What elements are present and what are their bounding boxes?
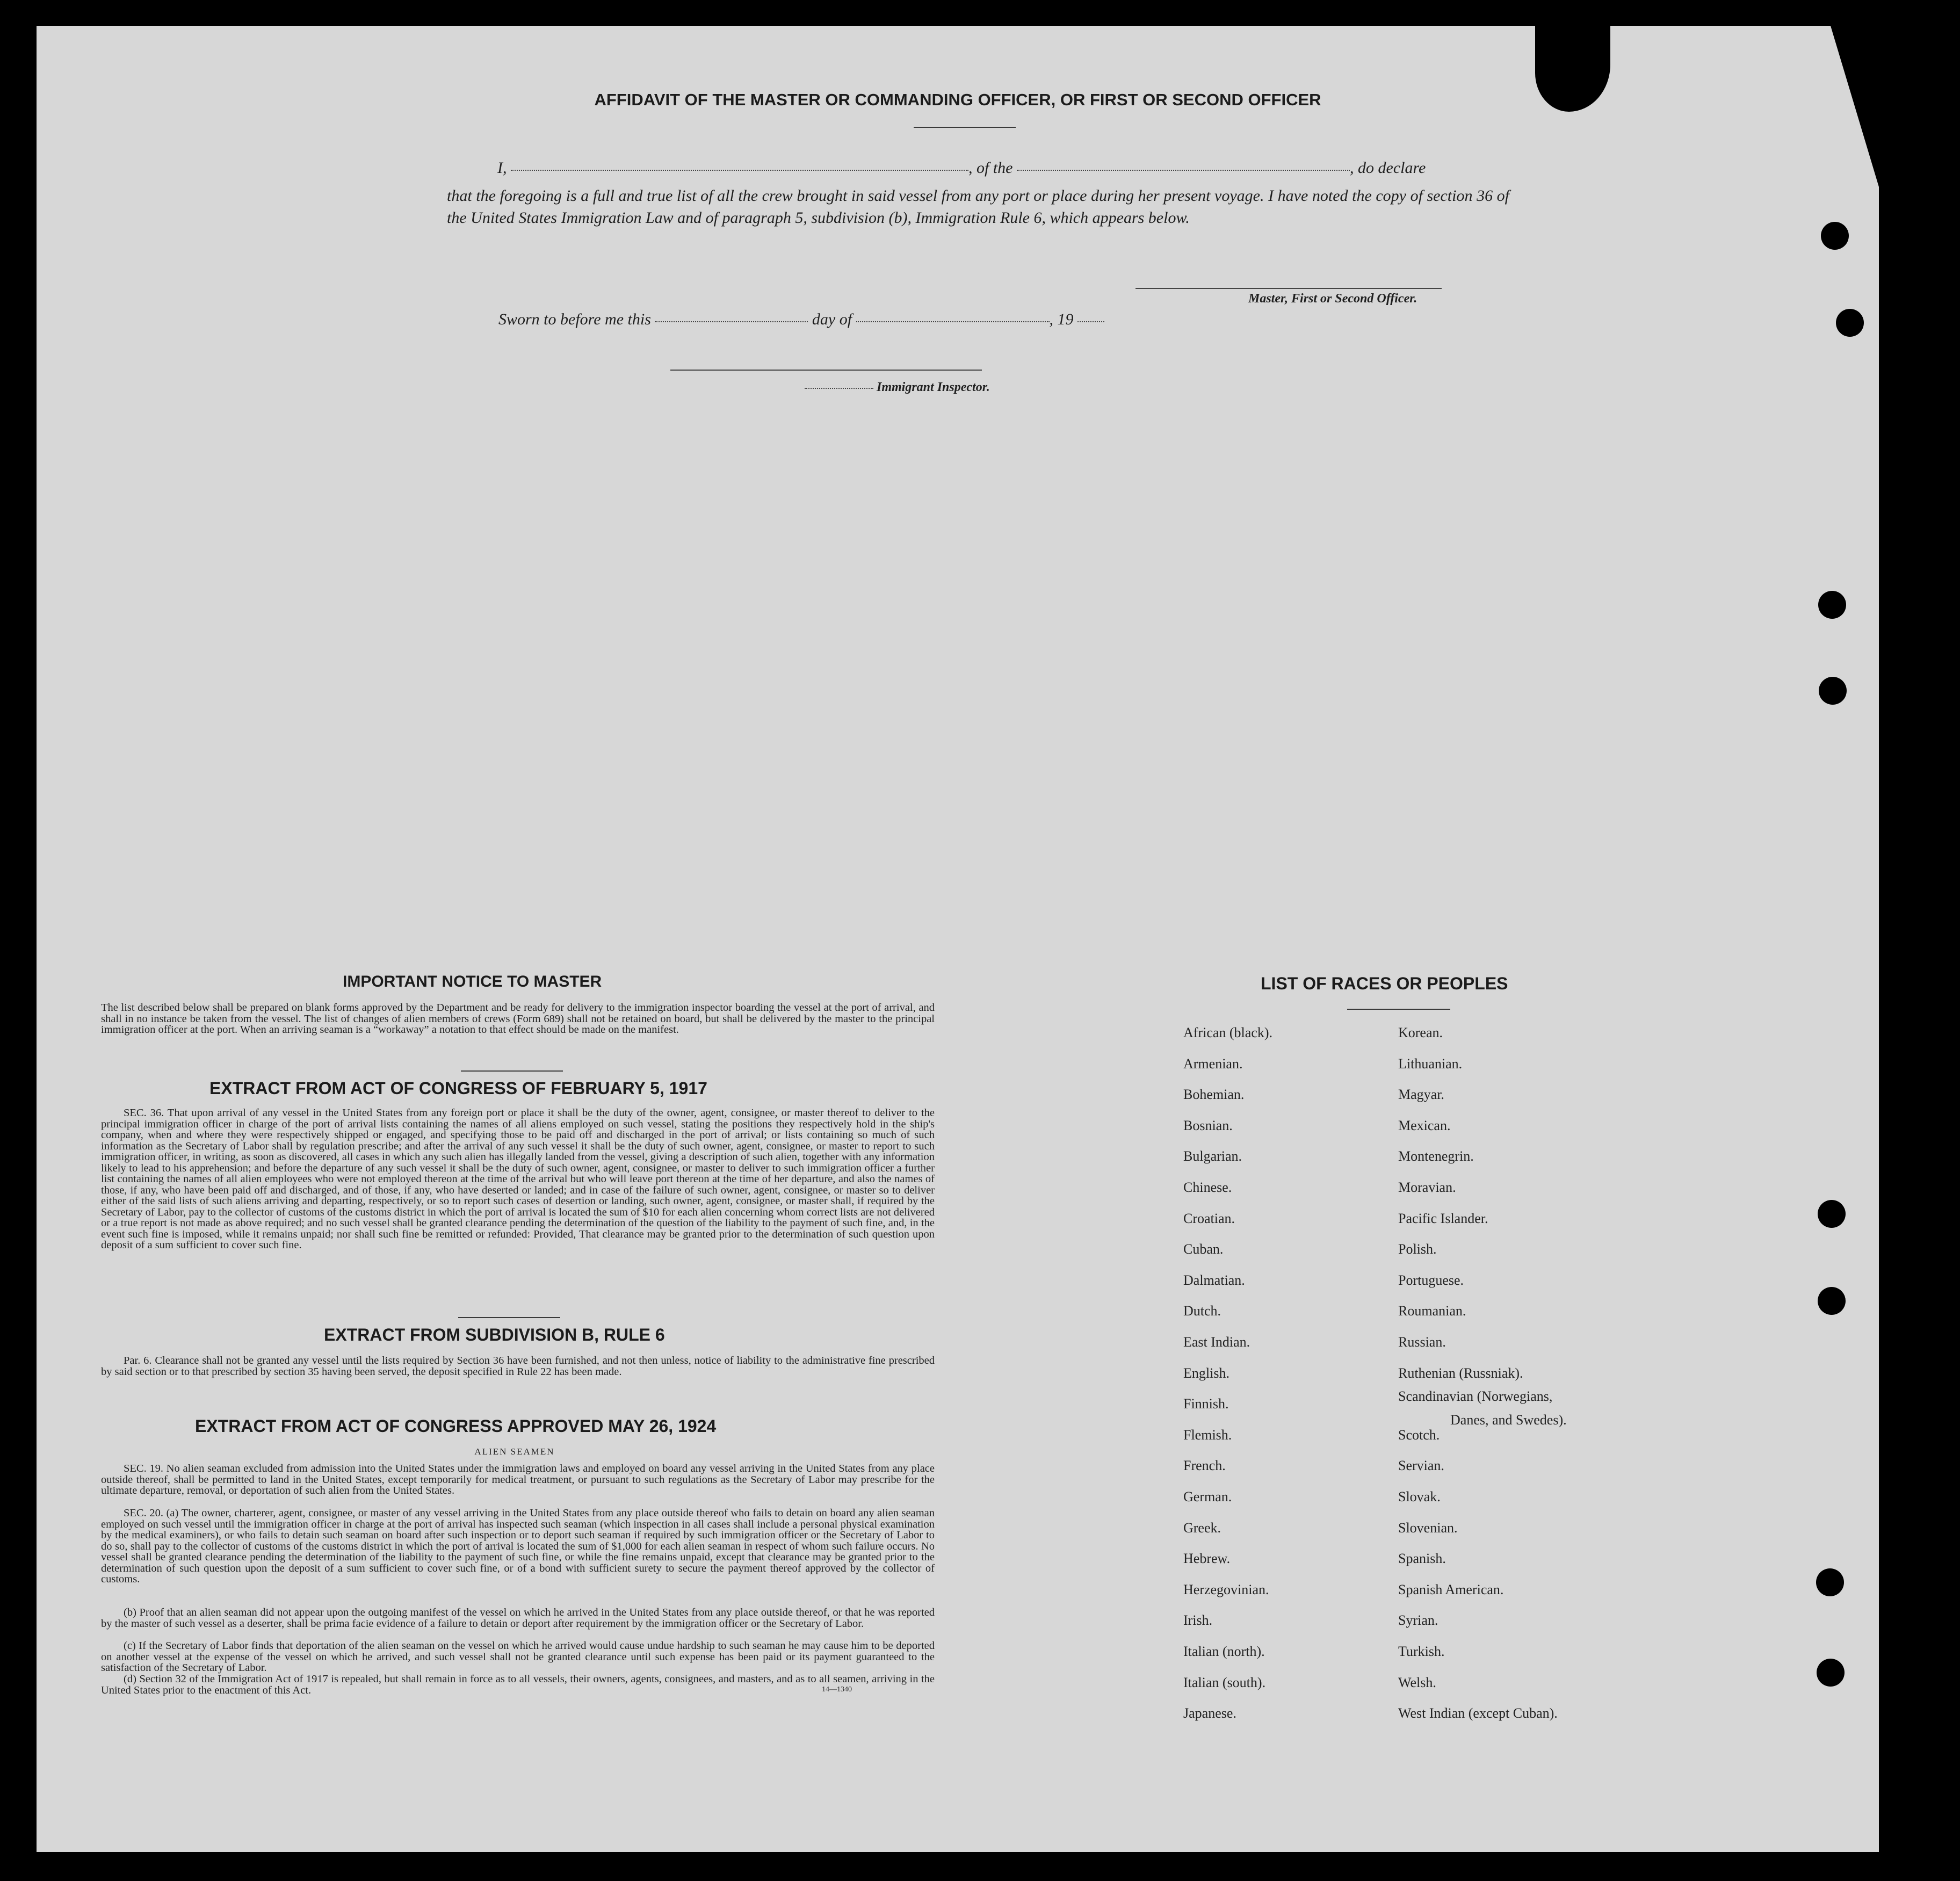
sworn-date-blank[interactable] [655,321,808,322]
extract-rule6-title: EXTRACT FROM SUBDIVISION B, RULE 6 [324,1325,665,1344]
notice-title: IMPORTANT NOTICE TO MASTER [343,973,602,990]
affidavit-i: I, [497,159,507,177]
race-item: Dutch. [1183,1303,1221,1319]
affidavit-of-the: , of the [968,159,1013,177]
extract-1924-title: EXTRACT FROM ACT OF CONGRESS APPROVED MAY 26, 1924 [195,1416,717,1436]
race-item: Spanish American. [1398,1581,1504,1597]
race-item: Italian (south). [1183,1674,1266,1690]
affidavit-title: AFFIDAVIT OF THE MASTER OR COMMANDING OFFICER, OR FIRST OR SECOND OFFICER [594,90,1321,109]
race-item: Croatian. [1183,1210,1235,1226]
race-item: Turkish. [1398,1644,1445,1659]
affidavit-declaration-line [497,159,1426,177]
race-item: West Indian (except Cuban). [1398,1705,1558,1721]
punch-hole [1817,1659,1845,1687]
race-item: Lithuanian. [1398,1055,1463,1072]
extract-1924-sec19: SEC. 19. No alien seaman excluded from admission into the United States under the immigration laws and employed on board any vessel arriving in the United States from any place outside thereof, shall be permitted to land in the United States, except temporarily for medical treatment, or pursuant to such regulations as the Secretary of Labor may prescribe for the ultimate departure, removal, or deportation of such alien from the United States. [101,1463,935,1496]
race-item: Irish. [1183,1612,1213,1629]
race-item: Moravian. [1398,1180,1456,1195]
master-signature-line[interactable] [1136,288,1442,289]
race-item: Mexican. [1398,1117,1451,1133]
extract-1924-sec20d: (d) Section 32 of the Immigration Act of 1917 is repealed, but shall remain in force as to all vessels, their owners, agents, consignees, and masters, and as to all seamen, arriving in the United States prior to the enactment of this Act. [101,1673,935,1696]
sworn-year-blank[interactable] [1077,321,1104,322]
extract-1924-sec20c: (c) If the Secretary of Labor finds that deportation of the alien seaman on the vessel on which he arrived would cause undue hardship to such seaman he may cause him to be deported on another vessel at the expense of the vessel on which he arrived, and such vessel shall not be granted clearance until such expense has been paid or its payment guaranteed to the satisfaction of the Secretary of Labor. [101,1640,935,1674]
race-item: Magyar. [1398,1087,1444,1103]
divider [914,127,1016,128]
race-item: Spanish. [1398,1551,1446,1567]
race-item: Dalmatian. [1183,1272,1245,1288]
race-item: Pacific Islander. [1398,1210,1488,1226]
race-item: Armenian. [1183,1055,1243,1072]
race-item: Bosnian. [1183,1117,1233,1133]
races-title: LIST OF RACES OR PEOPLES [1261,974,1508,993]
race-item: Danes, and Swedes). [1450,1412,1567,1428]
race-item: Finnish. [1183,1396,1229,1412]
extract-1917-text: SEC. 36. That upon arrival of any vessel in the United States from any foreign port or place it shall be the duty of the owner, agent, consignee, or master thereof to deliver to the principal immigration officer in charge of the port of arrival lists containing the names of all aliens employed on such vessel, stating the positions they respectively hold in the ship's company, when and where they were respectively shipped or engaged, and specifying those to be paid off and discharged in the port of arrival; or lists containing so much of such information as the Secretary of Labor shall by regulation prescribe; and after the arrival of any such vessel it shall be the duty of such owner, agent, consignee, or master to report to such immigration officer, in writing, as soon as discovered, all cases in which any such alien has illegally landed from the vessel, giving a description of such alien, together with any information likely to lead to his apprehension; and before the departure of any such vessel it shall be the duty of such owner, agent, consignee, or master to deliver to such immigration officer a further list containing the names of all alien employees who were not employed thereon at the time of the arrival but who will leave port thereon at the time of her departure, and also the names of those, if any, who have been paid off and discharged, and of those, if any, who have deserted or landed; and in case of the failure of such owner, agent, consignee, or master so to deliver either of the said lists of such aliens arriving and departing, respectively, or so to report such cases of desertion or landing, such owner, agent, consignee, or master shall, if required by the Secretary of Labor, pay to the collector of customs of the customs district in which the port of arrival is located the sum of $10 for each alien concerning whom correct lists are not delivered or a true report is not made as above required; and no such vessel shall be granted clearance pending the determination of the question of the liability to the payment of such fine, and, in the event such fine is imposed, while it remains unpaid; nor shall such fine be remitted or refunded: Provided, That clearance may be granted prior to the determination of such question upon deposit of a sum sufficient to cover such fine. [101,1107,935,1251]
punch-hole [1818,591,1846,619]
divider [461,1070,563,1072]
race-item: German. [1183,1489,1232,1504]
punch-hole [1821,222,1849,250]
race-item: Italian (north). [1183,1644,1265,1659]
race-item: Bohemian. [1183,1087,1245,1103]
extract-1917-title: EXTRACT FROM ACT OF CONGRESS OF FEBRUARY 5, 1917 [209,1079,707,1098]
race-item: Slovenian. [1398,1520,1458,1536]
race-item: Ruthenian (Russniak). [1398,1365,1523,1381]
race-item: Montenegrin. [1398,1148,1474,1164]
race-item: Syrian. [1398,1612,1438,1629]
inspector-label-row [805,380,990,395]
form-number: 14—1340 [822,1685,852,1694]
race-item: Slovak. [1398,1489,1441,1504]
extract-1924-sec20b: (b) Proof that an alien seaman did not appear upon the outgoing manifest of the vessel on which he arrived in the United States from any place outside thereof, or that he was reported by the master of such vessel as a deserter, shall be prima facie evidence of a failure to detain or deport after requirement by the immigration officer or the Secretary of Labor. [101,1607,935,1630]
sworn-prefix: Sworn to before me this [498,310,651,328]
race-item: Greek. [1183,1520,1221,1536]
race-item: Russian. [1398,1334,1446,1350]
race-item: Welsh. [1398,1674,1436,1690]
race-item: East Indian. [1183,1334,1250,1350]
punch-hole [1816,1568,1844,1596]
race-item: Hebrew. [1183,1551,1231,1567]
vessel-blank[interactable] [1017,169,1350,171]
race-item: Chinese. [1183,1180,1232,1195]
notice-text: The list described below shall be prepared on blank forms approved by the Department and be ready for delivery to the immigration inspector boarding the vessel at the port of arrival, and shall in no instance be taken from the vessel. The list of changes of alien members of crews (Form 689) shall not be retained on board, but shall be delivered by the master to the principal immigration officer at the port. When an arriving seaman is a “workaway” a notation to that effect should be made on the manifest. [101,1002,935,1036]
race-item: Polish. [1398,1241,1437,1257]
inspector-signature-line[interactable] [670,370,982,371]
punch-hole [1836,309,1864,337]
name-blank[interactable] [511,169,968,171]
sworn-day-of: day of [812,310,852,328]
race-item: French. [1183,1458,1226,1474]
race-item: Servian. [1398,1458,1444,1474]
sworn-month-blank[interactable] [856,321,1050,322]
race-item: African (black). [1183,1025,1273,1040]
affidavit-body: that the foregoing is a full and true list of all the crew brought in said vessel from any port or place during her present voyage. I have noted the copy of section 36 of the United States Immigration Law and of paragraph 5, subdivision (b), Immigration Rule 6, which appears below. [447,187,1509,227]
master-signature-label: Master, First or Second Officer. [1248,292,1417,306]
affidavit-declare: , do declare [1350,159,1426,177]
race-item: Portuguese. [1398,1272,1464,1288]
race-item: Japanese. [1183,1705,1236,1721]
inspector-blank[interactable] [805,387,873,389]
extract-1924-subtitle: ALIEN SEAMEN [474,1446,555,1457]
inspector-label: Immigrant Inspector. [877,380,990,394]
race-item: Korean. [1398,1025,1443,1040]
document-page [37,26,1879,1852]
sworn-line [498,310,1104,329]
divider [1347,1009,1450,1010]
race-item: Cuban. [1183,1241,1224,1257]
race-item: Herzegovinian. [1183,1581,1269,1597]
race-item: Flemish. [1183,1427,1232,1443]
extract-1924-sec20a: SEC. 20. (a) The owner, charterer, agent, consignee, or master of any vessel arriving in the United States from any place outside thereof who fails to detain on board any alien seaman employed on such vessel until the immigration officer in charge at the port of arrival has inspected such seaman (which inspection in all cases shall include a personal physical examination by the medical examiners), or who fails to detain such seaman on board after such inspection or to deport such seaman if required by such immigration officer or the Secretary of Labor to do so, shall pay to the collector of customs of the customs district in which the port of arrival is located the sum of $1,000 for each alien seaman in respect of whom such failure occurs. No vessel shall be granted clearance pending the determination of the liability to the payment of such fine, or while the fine remains unpaid, except that clearance may be granted prior to the determination of such question upon the deposit of a sum sufficient to cover such fine, or of a bond with sufficient surety to secure the payment thereof approved by the collector of customs. [101,1507,935,1585]
race-item: Scandinavian (Norwegians, [1398,1388,1553,1405]
punch-hole [1819,677,1847,705]
race-item: Roumanian. [1398,1303,1466,1319]
divider [458,1317,560,1318]
extract-rule6-text: Par. 6. Clearance shall not be granted any vessel until the lists required by Section 36 have been furnished, and not then unless, notice of liability to the administrative fine prescribed by said section or to that prescribed by section 35 having been served, the deposit specified in Rule 22 has been made. [101,1355,935,1378]
punch-hole [1818,1287,1846,1315]
race-item: English. [1183,1365,1229,1381]
sworn-year: , 19 [1049,310,1074,328]
race-item: Bulgarian. [1183,1148,1242,1164]
race-item: Scotch. [1398,1427,1440,1443]
punch-hole [1818,1200,1846,1228]
